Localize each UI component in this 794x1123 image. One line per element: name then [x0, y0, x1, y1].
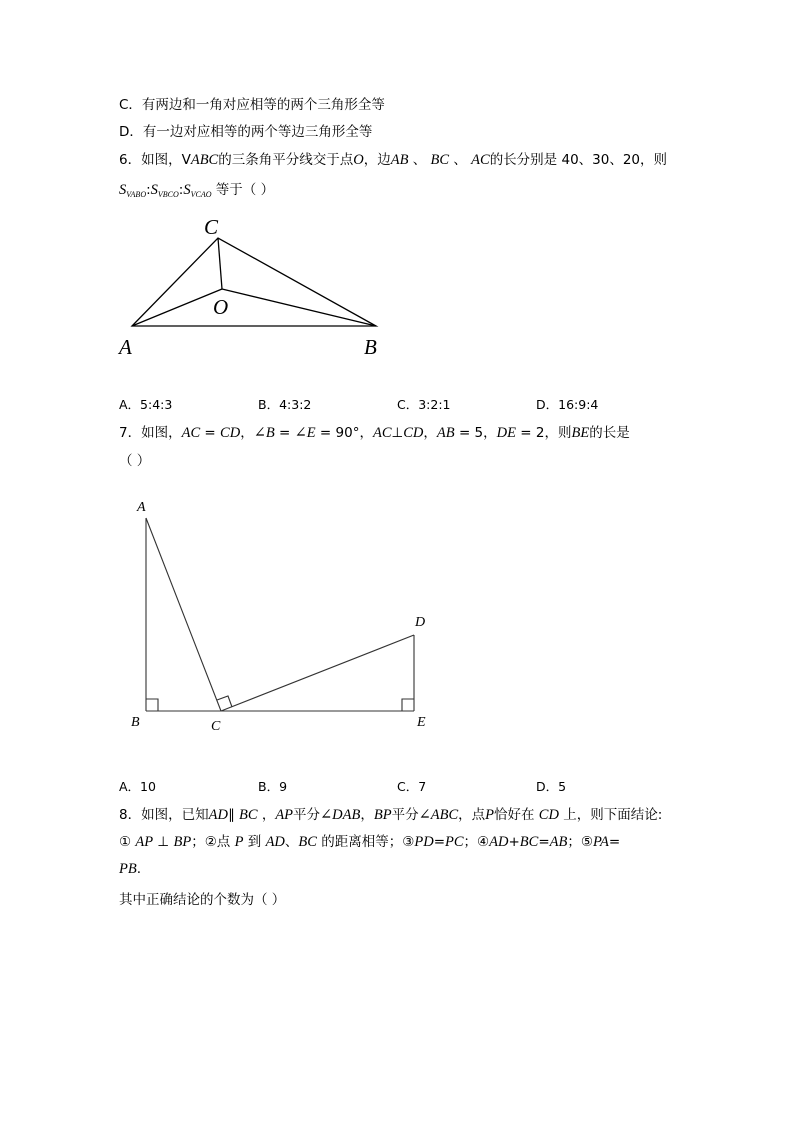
q7-eq5: = [520, 425, 532, 441]
q8-c2-p: P [234, 834, 244, 850]
q7-comma4: ， [483, 425, 497, 441]
q6-colon-2: : [178, 182, 184, 198]
q6-option-d: D．16:9:4 [536, 397, 599, 412]
q7-eq3: = [319, 425, 332, 441]
q8-bc: BC [238, 807, 258, 823]
fig6-label-c: C [204, 215, 219, 239]
q8-cd: CD [538, 807, 559, 823]
q6-ratio-line [119, 181, 274, 204]
q7-de: DE [496, 425, 516, 441]
q8-c5-pb: PB [119, 861, 137, 877]
q8-comma2: ， [360, 807, 374, 823]
q7-deg: 90° [335, 425, 360, 441]
q6-s-2: S [150, 182, 158, 198]
q6-triangle-symbol: V [181, 152, 191, 168]
q8-c4-ad: AD [489, 834, 509, 850]
q7-eq4: = [458, 425, 471, 441]
q6-sep1: 、 [412, 152, 427, 168]
q8-c5-pa: PA [592, 834, 609, 850]
q8-ap: AP [275, 807, 294, 823]
q8-stem-line3 [119, 860, 141, 878]
fig7-right-angle-e [402, 699, 414, 711]
q7-comma1: ， [240, 425, 254, 441]
fig7-label-e: E [417, 715, 426, 730]
q8-c2-sep: 、 [284, 834, 299, 850]
q8-c3-pc: PC [445, 834, 464, 850]
q6-ab: AB [390, 152, 409, 168]
q7-be: BE [571, 425, 590, 441]
q7-comma2: ， [359, 425, 373, 441]
q7-text2: 的长是 [589, 425, 630, 441]
q6-stem [119, 151, 667, 169]
q8-c3-pd: PD [414, 834, 434, 850]
q8-then-text: 上，则下面结论: [563, 807, 663, 823]
q7-option-b: B．9 [258, 779, 288, 794]
q6-text1: 的三条角平分线交于点 [218, 152, 354, 168]
q8-c5-mark: ；⑤ [567, 834, 593, 850]
q8-c2-ad: AD [265, 834, 285, 850]
q6-text2: ，边 [363, 152, 391, 168]
fig7-label-b: B [131, 715, 140, 730]
q7-option-d: D．5 [536, 779, 567, 794]
q8-c4-ab: AB [549, 834, 568, 850]
q8-comma1: ， [261, 807, 276, 823]
q6-colon-1: : [146, 182, 151, 198]
q7-angle-b: ∠B [253, 425, 275, 441]
q8-angle-abc: ∠ABC [418, 807, 459, 823]
fig6-label-b: B [364, 335, 377, 359]
q8-angle-dab: ∠DAB [320, 807, 361, 823]
q7-text1: ，则 [544, 425, 572, 441]
fig7-cd [221, 635, 414, 711]
q7-ac: AC [181, 425, 201, 441]
q7-perp: ⊥ [391, 425, 404, 441]
fig6-triangle [132, 238, 376, 326]
q8-c5-eq: = [608, 834, 621, 850]
q6-sub-cao: VCAO [190, 190, 212, 199]
q8-c1-mark: ① [119, 834, 132, 850]
q8-bisect2: 平分 [391, 807, 419, 823]
q7-five: 5 [474, 425, 484, 441]
q8-on-text: 恰好在 [494, 807, 535, 823]
q8-c4-bc: BC [519, 834, 539, 850]
q8-c4-mark: ；④ [463, 834, 490, 850]
q7-ab: AB [436, 425, 455, 441]
fig7-ac [146, 518, 221, 711]
fig7-label-d: D [415, 615, 426, 630]
q6-abc: ABC [190, 152, 219, 168]
q7-option-c: C．7 [397, 779, 427, 794]
q6-option-b: B．4:3:2 [258, 397, 312, 412]
q6-text4: 等于（ ） [215, 182, 275, 198]
q7-cd: CD [220, 425, 241, 441]
q7-angle-e: ∠E [294, 425, 316, 441]
q8-c1-ap: AP [135, 834, 154, 850]
q8-parallel: ∥ [227, 807, 235, 823]
q8-c4-eq: = [538, 834, 550, 850]
q6-ac: AC [471, 152, 490, 168]
q7-comma3: ， [423, 425, 437, 441]
fig6-co [218, 238, 222, 289]
q6-o: O [353, 152, 364, 168]
q7-stem [119, 424, 630, 442]
fig6-ao [132, 289, 222, 326]
q6-option-c: C．3:2:1 [397, 397, 451, 412]
fig7-right-angle-b [146, 699, 158, 711]
q7-number: 7．如图， [119, 425, 182, 441]
q8-c2-bc: BC [298, 834, 317, 850]
q8-bp: BP [373, 807, 392, 823]
q7-eq1: = [204, 425, 216, 441]
fig7-label-c: C [211, 719, 221, 734]
q6-bc: BC [430, 152, 450, 168]
q7-perp-cd: CD [403, 425, 424, 441]
q8-point-text: ，点 [458, 807, 486, 823]
q7-perp-ac: AC [372, 425, 392, 441]
q5-option-c: C．有两边和一角对应相等的两个三角形全等 [119, 97, 385, 113]
q8-stem-line1 [119, 806, 662, 824]
q8-number: 8．如图，已知 [119, 807, 209, 823]
q6-sep2: 、 [453, 152, 467, 168]
q7-two: 2 [535, 425, 545, 441]
q8-bisect1: 平分 [293, 807, 321, 823]
q8-c1-bp: BP [173, 834, 192, 850]
fig6-label-a: A [119, 335, 132, 359]
q6-s-1: S [119, 182, 127, 198]
q8-stem-line2 [119, 833, 620, 851]
q6-text3: 的长分别是 40、30、20，则 [489, 152, 668, 168]
q8-c4-plus: + [508, 834, 520, 850]
q6-sub-bco: VBCO [157, 190, 179, 199]
q6-option-a: A．5:4:3 [119, 397, 173, 412]
q8-c1-perp: ⊥ [157, 834, 170, 850]
q8-question: 其中正确结论的个数为（ ） [119, 892, 286, 908]
q7-paren: （ ） [119, 453, 151, 469]
q5-option-d: D．有一边对应相等的两个等边三角形全等 [119, 124, 373, 140]
q6-s-3: S [183, 182, 191, 198]
q8-ad: AD [208, 807, 228, 823]
q6-number: 6．如图， [119, 152, 182, 168]
q8-c3-eq: = [433, 834, 445, 850]
q8-c2-text: ；②点 [191, 834, 231, 850]
q8-period: . [136, 861, 142, 877]
q8-c2-rest: 的距离相等；③ [321, 834, 415, 850]
fig6-label-o: O [213, 295, 229, 319]
q6-sub-abo: VABO [126, 190, 147, 199]
fig6-bo [222, 289, 376, 326]
q8-p: P [485, 807, 494, 823]
fig7-right-angle-c [217, 696, 232, 707]
q7-eq2: = [279, 425, 291, 441]
fig6-lines [132, 238, 376, 326]
q7-option-a: A．10 [119, 779, 156, 794]
q8-c2-to: 到 [247, 834, 262, 850]
fig7-lines [146, 518, 414, 711]
fig7-label-a: A [137, 500, 146, 515]
